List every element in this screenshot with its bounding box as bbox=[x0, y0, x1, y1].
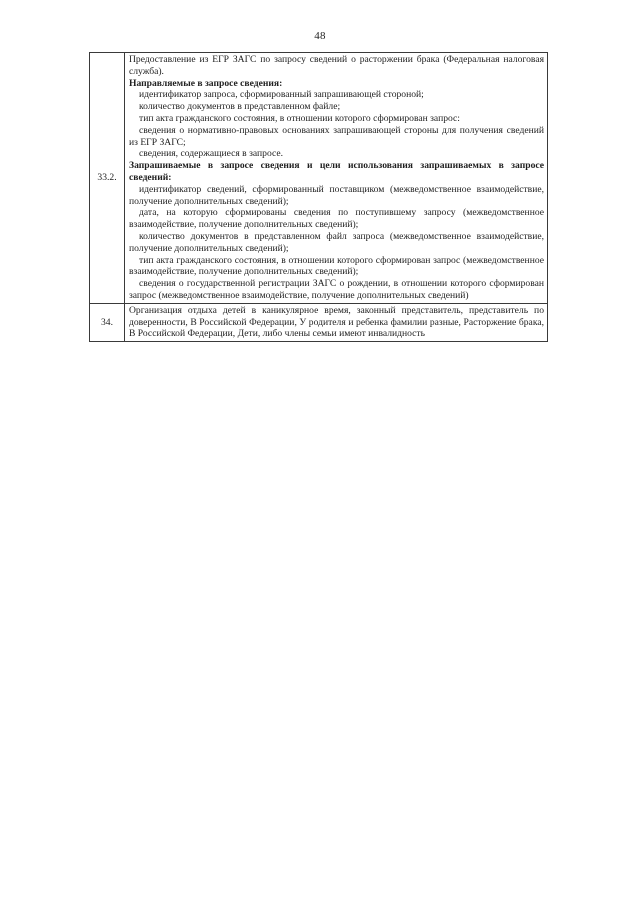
row-content bbox=[125, 303, 548, 341]
row-number: 33.2. bbox=[90, 53, 125, 304]
row-number: 34. bbox=[90, 303, 125, 341]
list-item: сведения о нормативно-правовых основаниях запрашивающей стороны для получения сведений из ЕГР ЗАГС; bbox=[129, 124, 544, 148]
paragraph: Предоставление из ЕГР ЗАГС по запросу сведений о расторжении брака (Федеральная налоговая служба). bbox=[129, 54, 544, 77]
section-heading: Направляемые в запросе сведения: bbox=[129, 77, 283, 89]
list-item: идентификатор сведений, сформированный поставщиком (межведомственное взаимодействие, получение дополнительных сведений); bbox=[129, 183, 544, 207]
list-item: тип акта гражданского состояния, в отношении которого сформирован запрос (межведомственное взаимодействие, получение дополнительных сведений); bbox=[129, 254, 544, 278]
list-item: идентификатор запроса, сформированный запрашивающей стороной; bbox=[139, 89, 424, 101]
table-row bbox=[90, 303, 548, 341]
section-heading: Запрашиваемые в запросе сведения и цели использования запрашиваемых в запросе сведений: bbox=[129, 160, 544, 183]
list-item: дата, на которую сформированы сведения по поступившему запросу (межведомственное взаимодействие, получение дополнительных сведений); bbox=[129, 207, 544, 231]
paragraph: Организация отдыха детей в каникулярное время, законный представитель, представитель по доверенности, В Российской Федерации, У родителя и ребенка фамилии разные, Расторжение брака, В Российской Федерации, Дети, либо члены семьи имеют инвалидность bbox=[129, 304, 544, 340]
list-item: количество документов в представленном файл запроса (межведомственное взаимодействие, получение дополнительных сведений); bbox=[129, 230, 544, 254]
list-item: сведения о государственной регистрации ЗАГС о рождении, в отношении которого сформирован запрос (межведомственное взаимодействие, получение дополнительных сведений) bbox=[129, 278, 544, 301]
list-item: количество документов в представленном файле; bbox=[139, 101, 341, 113]
list-item: сведения, содержащиеся в запросе. bbox=[139, 148, 284, 160]
document-table bbox=[89, 52, 548, 342]
table-row bbox=[90, 53, 548, 304]
list-item: тип акта гражданского состояния, в отношении которого сформирован запрос: bbox=[139, 112, 460, 124]
row-content bbox=[125, 53, 548, 304]
page-number: 48 bbox=[314, 30, 326, 42]
